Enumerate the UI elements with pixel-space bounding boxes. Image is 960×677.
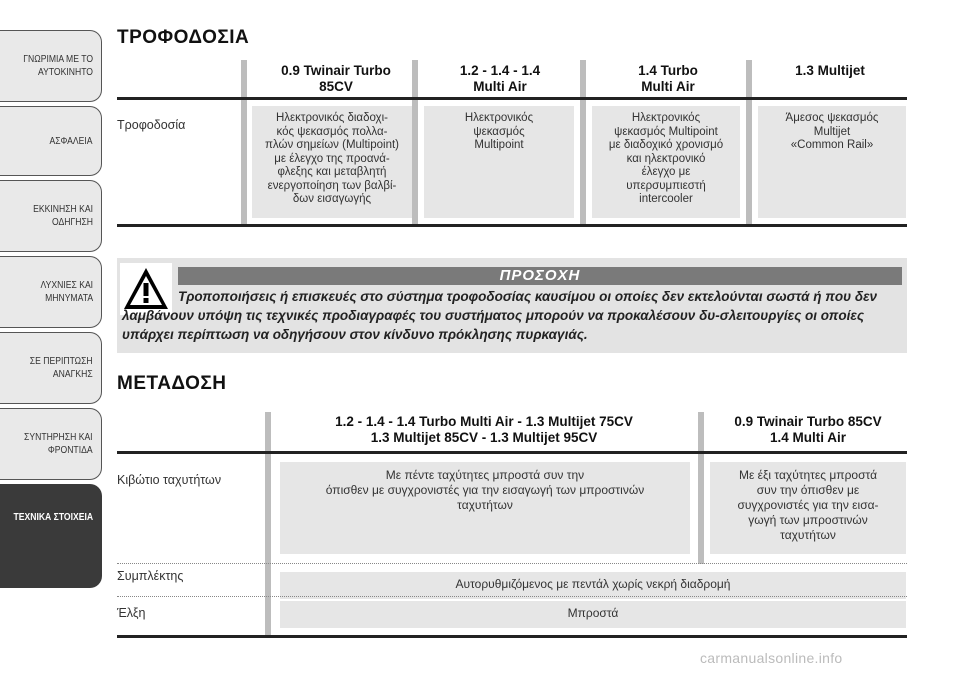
fuel-cell-turbo-multiair: Ηλεκτρονικός ψεκασμός Multipoint με διαδοχικό χρονισμό και ηλεκτρονικό έλεγχο με υπερσυμπιεστή intercooler — [592, 106, 740, 218]
tab-label: ΣΥΝΤΗΡΗΣΗ ΚΑΙ — [24, 431, 93, 443]
tab-label: ΣΕ ΠΕΡΙΠΤΩΣΗ — [30, 355, 93, 367]
clutch-label: Συμπλέκτης — [117, 569, 184, 583]
tab-technical-data[interactable] — [0, 484, 102, 588]
traction-label: Έλξη — [117, 606, 146, 620]
watermark: carmanualsonline.info — [700, 650, 843, 666]
gearbox-label: Κιβώτιο ταχυτήτων — [117, 473, 222, 487]
tab-label: ΟΔΗΓΗΣΗ — [52, 216, 93, 228]
gearbox-cell-five-speed: Με πέντε ταχύτητες μπροστά συν την όπισθεν με συγχρονιστές για την εισαγωγή των μπροστινών ταχυτήτων — [280, 462, 690, 554]
fuel-cell-twinair: Ηλεκτρονικός διαδοχι- κός ψεκασμός πολλα- πλών σημείων (Multipoint) με έλεγχο της προανά- φλεξης και μεταβλητή ενεργοποίηση των βαλβί- δων εισαγωγής — [252, 106, 412, 218]
traction-cell: Μπροστά — [280, 601, 906, 628]
warning-text: Τροποποιήσεις ή επισκευές στο σύστημα τροφοδοσίας καυσίμου οι οποίες δεν εκτελούνται σωστά ή που δεν λαμβάνουν υπόψη τις τεχνικές προδιαγραφές του συστήματος μπορούν να προκαλέσουν δυ-σλειτουργίες οι οποίες υπάρχει περίπτωση να οδηγήσουν στον κίνδυνο πρόκλησης πυρκαγιάς. — [122, 289, 878, 342]
fuel-header-twinair: 0.9 Twinair Turbo 85CV — [281, 63, 391, 94]
gearbox-cell-six-speed: Με έξι ταχύτητες μπροστά συν την όπισθεν με συγχρονιστές για την εισα- γωγή των μπροστινών ταχυτήτων — [710, 462, 906, 554]
fuel-header-rule — [117, 97, 907, 100]
transmission-section-title: ΜΕΤΑΔΟΣΗ — [117, 373, 227, 394]
warning-header: ΠΡΟΣΟΧΗ — [178, 267, 902, 285]
fuel-cell-multijet: Άμεσος ψεκασμός Multijet «Common Rail» — [758, 106, 906, 218]
transmission-header-rule — [117, 451, 907, 454]
column-divider — [412, 60, 418, 226]
column-divider — [698, 412, 704, 564]
transmission-header-six-speed: 0.9 Twinair Turbo 85CV 1.4 Multi Air — [734, 414, 882, 445]
tab-label: ΑΣΦΑΛΕΙΑ — [49, 134, 93, 147]
fuel-row-label: Τροφοδοσία — [117, 118, 186, 132]
column-divider — [265, 412, 271, 636]
row-separator — [117, 596, 907, 597]
tab-maintenance[interactable] — [0, 408, 102, 480]
fuel-bottom-rule — [117, 224, 907, 227]
fuel-header-multiair: 1.2 - 1.4 - 1.4 Multi Air — [459, 63, 541, 94]
tab-label: ΑΝΑΓΚΗΣ — [53, 368, 93, 380]
tab-getting-to-know[interactable] — [0, 30, 102, 102]
fuel-header-turbo-multiair: 1.4 Turbo Multi Air — [638, 63, 698, 94]
tab-label: ΦΡΟΝΤΙΔΑ — [48, 444, 93, 456]
tab-emergency[interactable] — [0, 332, 102, 404]
tab-label: ΜΗΝΥΜΑΤΑ — [45, 292, 93, 304]
tab-label: ΑΥΤΟΚΙΝΗΤΟ — [37, 66, 93, 78]
tab-safety[interactable] — [0, 106, 102, 176]
column-divider — [241, 60, 247, 226]
fuel-cell-multiair: Ηλεκτρονικός ψεκασμός Multipoint — [424, 106, 574, 218]
transmission-bottom-rule — [117, 635, 907, 638]
fuel-header-multijet: 1.3 Multijet — [795, 63, 865, 78]
tab-label: ΕΥΡΕΤΗΡΙΟ — [43, 589, 93, 601]
fuel-section-title: ΤΡΟΦΟΔΟΣΙΑ — [117, 27, 250, 48]
tab-label: ΤΕΧΝΙΚΑ ΣΤΟΙΧΕΙΑ — [13, 511, 93, 523]
tab-label: ΓΝΩΡΙΜΙΑ ΜΕ ΤΟ — [23, 53, 93, 65]
tab-starting-driving[interactable] — [0, 180, 102, 252]
tab-warning-lights[interactable] — [0, 256, 102, 328]
tab-label: ΛΥΧΝΙΕΣ ΚΑΙ — [40, 279, 93, 291]
row-separator — [117, 563, 907, 564]
column-divider — [746, 60, 752, 226]
column-divider — [580, 60, 586, 226]
transmission-header-five-speed: 1.2 - 1.4 - 1.4 Turbo Multi Air - 1.3 Multijet 75CV 1.3 Multijet 85CV - 1.3 Multijet 95CV — [335, 414, 633, 445]
tab-label: ΕΚΚΙΝΗΣΗ ΚΑΙ — [33, 203, 93, 215]
clutch-cell: Αυτορυθμιζόμενος με πεντάλ χωρίς νεκρή διαδρομή — [280, 572, 906, 599]
